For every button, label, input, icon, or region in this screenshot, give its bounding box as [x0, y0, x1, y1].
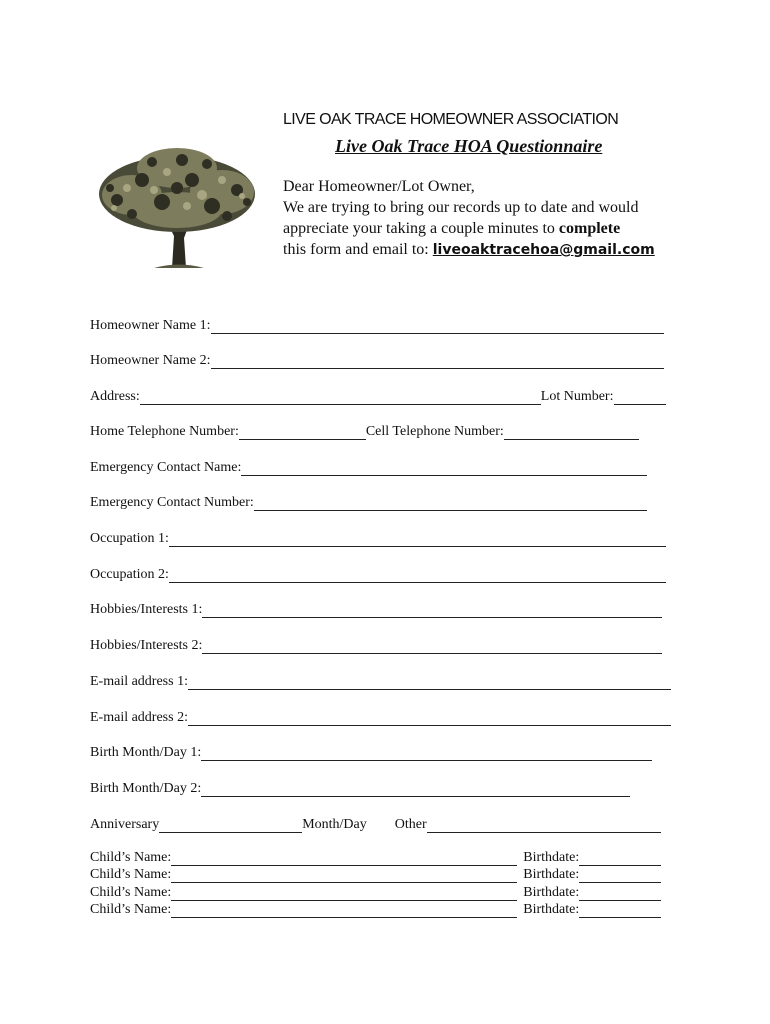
- address-label: Address:: [90, 389, 140, 404]
- oak-tree-logo: [92, 140, 262, 272]
- cell-phone-label: Cell Telephone Number:: [365, 424, 504, 439]
- occupation-1-row: [90, 527, 666, 547]
- hobbies-1-label: Hobbies/Interests 1:: [90, 602, 203, 617]
- child-birthdate-field[interactable]: [579, 902, 661, 918]
- greeting: Dear Homeowner/Lot Owner,: [283, 178, 475, 195]
- anniversary-row: [90, 813, 661, 833]
- cell-phone-field[interactable]: [504, 424, 639, 440]
- emergency-number-field[interactable]: [254, 495, 647, 511]
- child-birthdate-field[interactable]: [579, 850, 661, 866]
- child-row: [90, 849, 661, 866]
- hobbies-2-label: Hobbies/Interests 2:: [90, 638, 203, 653]
- telephone-row: [90, 420, 639, 440]
- occupation-1-field[interactable]: [169, 531, 666, 547]
- child-birthdate-label: Birthdate:: [523, 885, 580, 900]
- child-row: [90, 901, 661, 918]
- emergency-name-row: [90, 456, 647, 476]
- child-birthdate-field[interactable]: [579, 867, 661, 883]
- birth-2-field[interactable]: [201, 781, 630, 797]
- occupation-1-label: Occupation 1:: [90, 531, 169, 546]
- intro-line-3-text: this form and email to:: [283, 241, 433, 258]
- home-phone-label: Home Telephone Number:: [90, 424, 239, 439]
- email-1-label: E-mail address 1:: [90, 674, 188, 689]
- child-name-label: Child’s Name:: [90, 902, 172, 917]
- other-field[interactable]: [427, 817, 661, 833]
- child-row: [90, 866, 661, 883]
- organization-title: LIVE OAK TRACE HOMEOWNER ASSOCIATION: [283, 111, 619, 128]
- child-name-field[interactable]: [171, 885, 517, 901]
- occupation-2-row: [90, 563, 666, 583]
- child-birthdate-label: Birthdate:: [523, 902, 580, 917]
- contact-email-link[interactable]: liveoaktracehoa@gmail.com: [432, 242, 655, 258]
- anniversary-field[interactable]: [159, 817, 302, 833]
- child-name-label: Child’s Name:: [90, 867, 172, 882]
- birth-1-field[interactable]: [201, 745, 652, 761]
- address-field[interactable]: [140, 389, 541, 405]
- emergency-name-label: Emergency Contact Name:: [90, 460, 242, 475]
- child-name-field[interactable]: [171, 867, 517, 883]
- emergency-name-field[interactable]: [241, 460, 647, 476]
- occupation-2-field[interactable]: [169, 567, 666, 583]
- child-name-label: Child’s Name:: [90, 885, 172, 900]
- child-row: [90, 884, 661, 901]
- occupation-2-label: Occupation 2:: [90, 567, 169, 582]
- homeowner-name-2-label: Homeowner Name 2:: [90, 353, 211, 368]
- birth-1-row: [90, 741, 652, 761]
- intro-line-2-text: appreciate your taking a couple minutes to: [283, 220, 559, 237]
- hobbies-1-field[interactable]: [202, 602, 662, 618]
- month-day-label: Month/Day: [302, 817, 367, 832]
- intro-line-2: [283, 218, 703, 239]
- email-2-label: E-mail address 2:: [90, 710, 188, 725]
- email-2-row: [90, 706, 671, 726]
- birth-2-row: [90, 777, 630, 797]
- child-birthdate-label: Birthdate:: [523, 867, 580, 882]
- birth-1-label: Birth Month/Day 1:: [90, 745, 202, 760]
- hobbies-2-row: [90, 634, 662, 654]
- intro-line-3: [283, 239, 703, 261]
- birth-2-label: Birth Month/Day 2:: [90, 781, 202, 796]
- hobbies-1-row: [90, 598, 662, 618]
- homeowner-name-1-label: Homeowner Name 1:: [90, 318, 211, 333]
- intro-paragraph: [283, 176, 703, 261]
- intro-line-1: We are trying to bring our records up to date and would: [283, 199, 639, 216]
- form-title: Live Oak Trace HOA Questionnaire: [335, 136, 603, 156]
- child-name-field[interactable]: [171, 902, 517, 918]
- address-row: [90, 385, 666, 405]
- homeowner-name-1-field[interactable]: [211, 318, 664, 334]
- lot-number-field[interactable]: [614, 389, 666, 405]
- home-phone-field[interactable]: [239, 424, 366, 440]
- anniversary-label: Anniversary: [90, 817, 160, 832]
- child-birthdate-field[interactable]: [579, 885, 661, 901]
- child-birthdate-label: Birthdate:: [523, 850, 580, 865]
- hobbies-2-field[interactable]: [202, 638, 662, 654]
- homeowner-name-2-row: [90, 349, 664, 369]
- intro-bold-word: complete: [558, 220, 621, 237]
- child-name-field[interactable]: [171, 850, 517, 866]
- homeowner-name-2-field[interactable]: [211, 353, 664, 369]
- homeowner-name-1-row: [90, 314, 664, 334]
- emergency-number-row: [90, 491, 647, 511]
- child-name-label: Child’s Name:: [90, 850, 172, 865]
- email-1-row: [90, 670, 671, 690]
- other-label: Other: [394, 817, 427, 832]
- email-2-field[interactable]: [188, 710, 671, 726]
- email-1-field[interactable]: [188, 674, 671, 690]
- lot-number-label: Lot Number:: [540, 389, 614, 404]
- emergency-number-label: Emergency Contact Number:: [90, 495, 254, 510]
